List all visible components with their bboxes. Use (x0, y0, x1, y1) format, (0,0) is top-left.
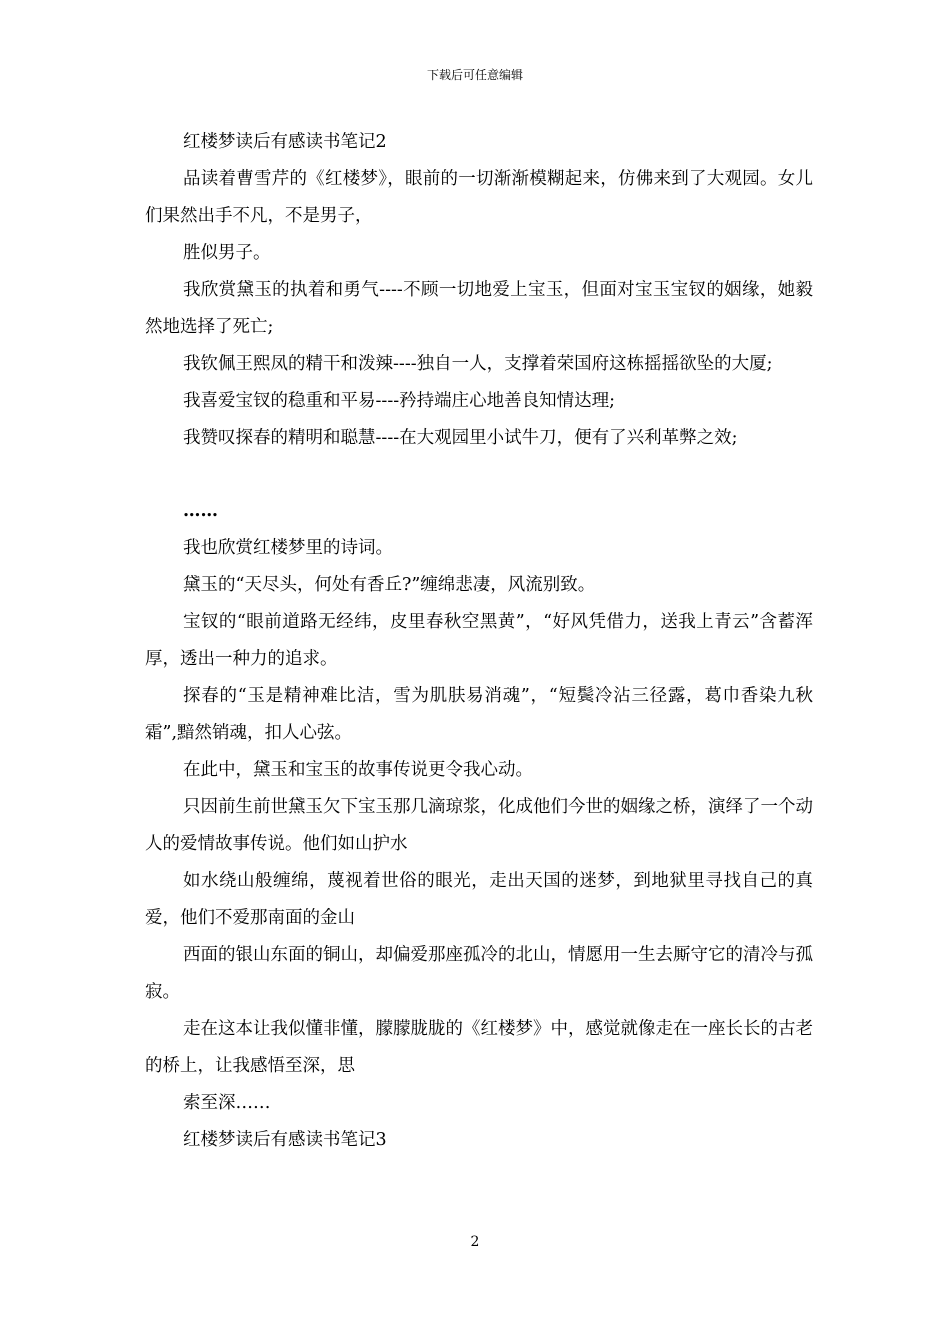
paragraph: 西面的银山东面的铜山，却偏爱那座孤冷的北山，情愿用一生去厮守它的清冷与孤寂。 (145, 945, 813, 1002)
page-number: 2 (470, 1234, 480, 1250)
section-title: 红楼梦读后有感读书笔记3 (183, 1130, 387, 1150)
paragraph: 走在这本让我似懂非懂，朦朦胧胧的《红楼梦》中，感觉就像走在一座长长的古老的桥上，让我感悟至深，思 (145, 1019, 813, 1076)
paragraph: 宝钗的“眼前道路无经纬，皮里春秋空黑黄”，“好风凭借力，送我上青云”含蓄浑厚，透出一种力的追求。 (145, 612, 813, 669)
paragraph: 我也欣赏红楼梦里的诗词。 (183, 538, 393, 558)
paragraph: 索至深…… (183, 1093, 271, 1113)
paragraph: 黛玉的“天尽头，何处有香丘?”缠绵悲凄，风流别致。 (183, 575, 596, 595)
paragraph: 探春的“玉是精神难比洁，雪为肌肤易消魂”，“短鬓冷沾三径露，葛巾香染九秋霜”,黯然销魂，扣人心弦。 (145, 686, 813, 743)
paragraph: 胜似男子。 (183, 243, 271, 263)
paragraph: 如水绕山般缠绵，蔑视着世俗的眼光，走出天国的迷梦，到地狱里寻找自己的真爱，他们不爱那南面的金山 (145, 871, 813, 928)
page-header: 下载后可任意编辑 (426, 68, 523, 82)
paragraph: 我欣赏黛玉的执着和勇气----不顾一切地爱上宝玉，但面对宝玉宝钗的姻缘，她毅然地选择了死亡; (145, 280, 813, 337)
paragraph: 只因前生前世黛玉欠下宝玉那几滴琼浆，化成他们今世的姻缘之桥，演绎了一个动人的爱情故事传说。他们如山护水 (145, 797, 813, 854)
section-title: 红楼梦读后有感读书笔记2 (183, 132, 387, 152)
paragraph: 品读着曹雪芹的《红楼梦》，眼前的一切渐渐模糊起来，仿佛来到了大观园。女儿们果然出手不凡，不是男子， (145, 169, 813, 226)
paragraph: 我钦佩王熙凤的精干和泼辣----独自一人，支撑着荣国府这栋摇摇欲坠的大厦; (183, 354, 773, 374)
ellipsis-line: …… (183, 501, 218, 521)
paragraph: 我赞叹探春的精明和聪慧----在大观园里小试牛刀，便有了兴利革弊之效; (183, 428, 738, 448)
paragraph: 在此中，黛玉和宝玉的故事传说更令我心动。 (183, 760, 533, 780)
paragraph: 我喜爱宝钗的稳重和平易----矜持端庄心地善良知情达理; (183, 391, 616, 411)
document-body (145, 124, 813, 1159)
